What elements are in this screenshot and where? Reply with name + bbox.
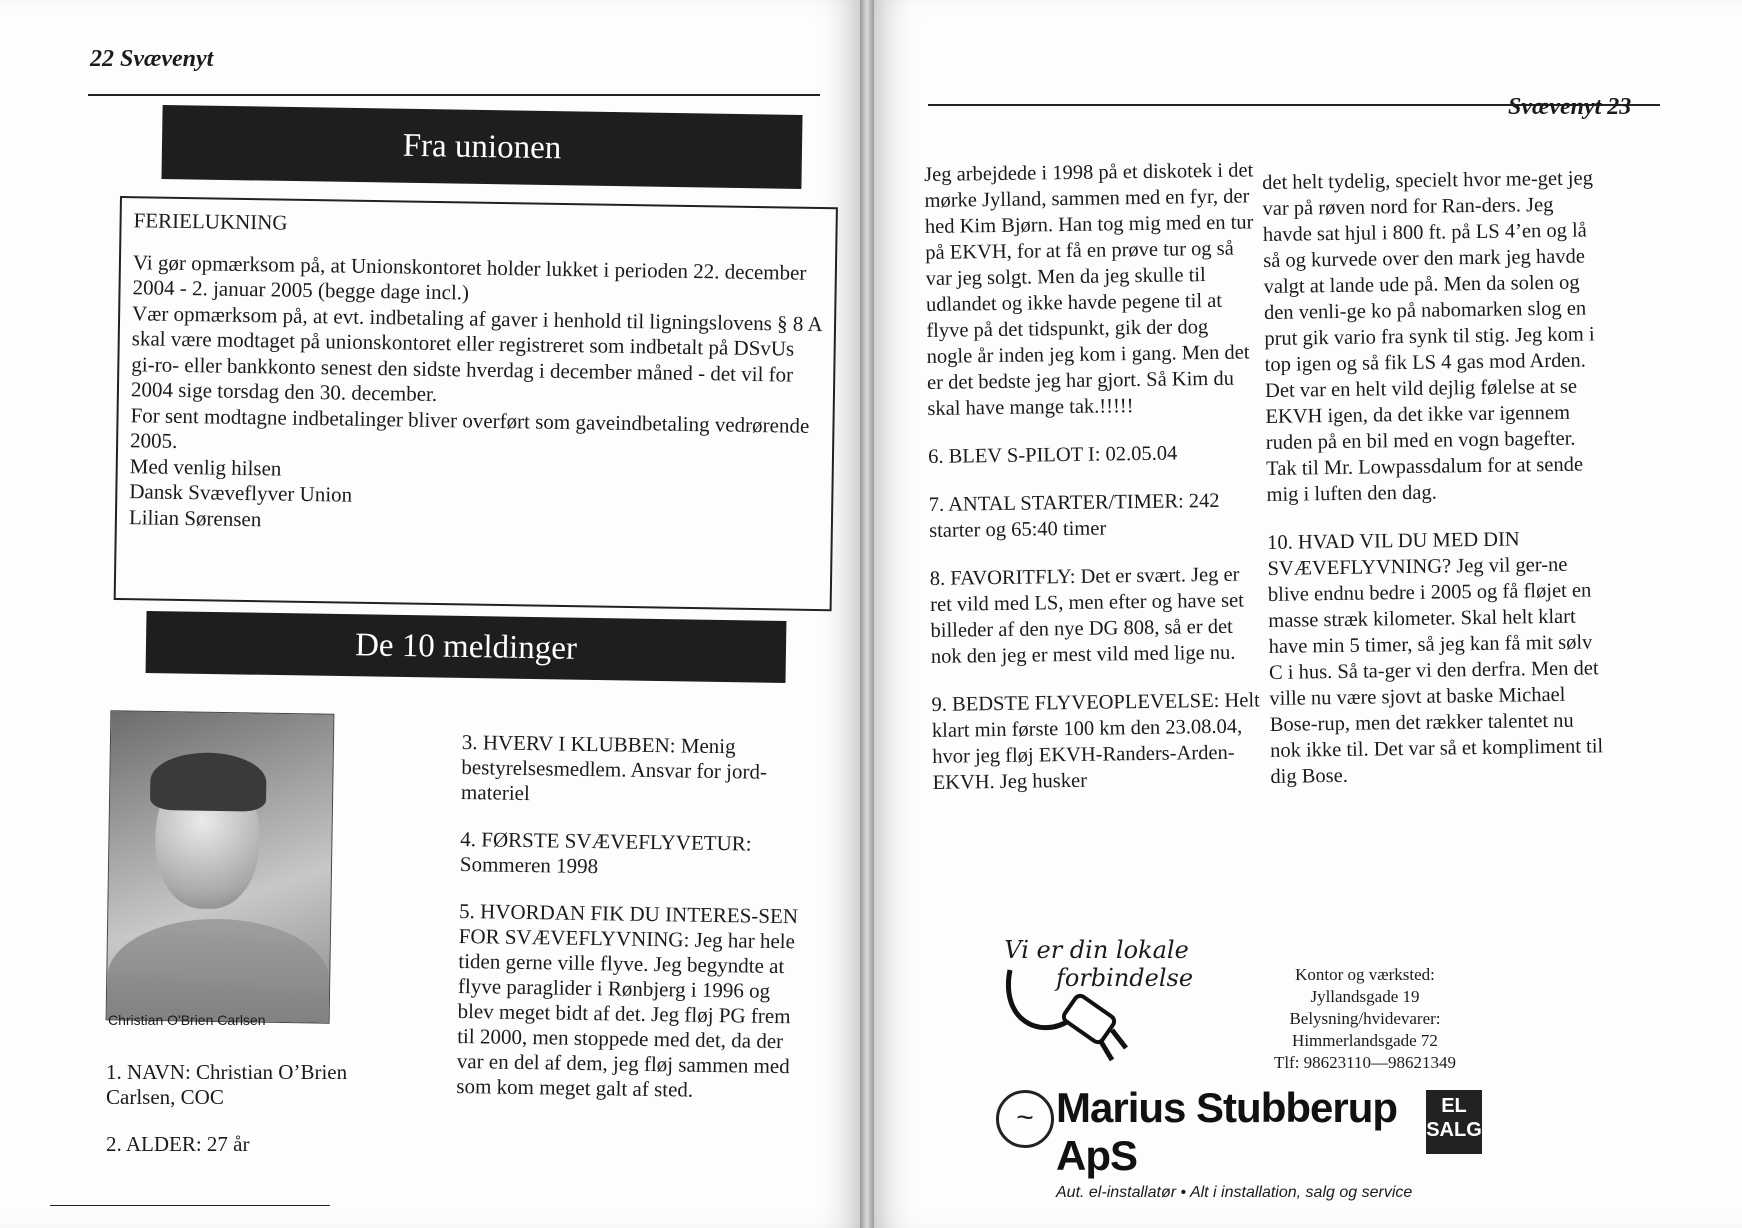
notice-box [114,196,838,611]
ad-slogan-line1: Vi er din lokale [1004,936,1189,964]
ad-slogan-line2: forbindelse [1056,964,1194,992]
item-name: 1. NAVN: Christian O’Brien Carlsen, COC [106,1060,348,1109]
header-rule-left [88,94,820,96]
book-gutter [860,0,874,1228]
photo-shoulders [106,917,330,1023]
section-bar-meldinger [146,611,787,683]
notice-line: Dansk Svæveflyver Union [129,479,353,507]
right-column-1 [924,157,1263,818]
item-6: 6. BLEV S-PILOT I: 02.05.04 [927,442,1178,468]
page-header-left: 22 Svævenyt [90,46,214,72]
notice-title: FERIELUKNING [133,208,288,235]
item-8: 8. FAVORITFLY: Det er svært. Jeg er ret vild med LS, men efter og have set billeder af den nye DG 808, så er det nok den jeg er mest vild med lige nu. [929,563,1244,668]
item-4: 4. FØRSTE SVÆVEFLYVETUR: Sommeren 1998 [459,826,752,879]
contact-line: Tlf: 98623110—98621349 [1273,1053,1457,1072]
contact-line: Himmerlandsgade 72 [1292,1031,1438,1050]
photo-caption: Christian O'Brien Carlsen [108,1012,266,1028]
footer-rule-left [50,1205,330,1206]
ad-contact [1240,964,1490,1074]
badge-line1: EL [1441,1095,1467,1117]
contact-line: Jyllandsgade 19 [1310,987,1420,1006]
section-title: De 10 meldinger [354,627,578,667]
left-page [0,0,860,1228]
contact-line: Kontor og værksted: [1295,965,1435,984]
notice-line: Med venlig hilsen [129,453,282,481]
section-title: Fra unionen [402,127,562,167]
item-9: 9. BEDSTE FLYVEOPLEVELSE: Helt klart min første 100 km den 23.08.04, hvor jeg fløj EKVH-Randers-Arden-EKVH. Jeg husker [931,689,1260,794]
plug-icon [1000,960,1140,1070]
wave-logo-icon: ~ [996,1090,1054,1148]
notice-line: For sent modtagne indbetalinger bliver overført som gaveindbetaling vedrørende 2005. [129,402,810,453]
item-10: 10. HVAD VIL DU MED DIN SVÆVEFLYVNING? Jeg vil ger-ne blive endnu bedre i 2005 og få fløjet en masse stræk kilometer. Skal helt klart have min 5 timer, så jeg kan få mit sølv C i hus. Så ta-ger vi den derfra. Men det ville nu være sjovt at baske Michael Bose-rup, men det rækker talentet nu nok ikke til. Det var så et kompliment til dig Bose. [1267,528,1604,788]
el-salg-badge [1426,1090,1482,1154]
right-column-2 [1262,165,1605,812]
story-paragraph-cont: det helt tydelig, specielt hvor me-get jeg var på røven nord for Ran-ders. Jeg havde sat hjul i 800 ft. på LS 4’en og lå så og kurvede over den mark jeg havde valgt at lande ude på. Men da solen og den venli-ge ko på nabomarken slog en prut gik vario fra synk til stig. Jeg kom i top igen og så fik LS 4 gas mod Arden. Det var en helt vild dejlig følelse at se EKVH igen, da det ikke var igennem ruden på en bil med en vogn bagefter. Tak til Mr. Lowpassdalum for at sende mig i luften den dag. [1262,167,1595,506]
story-paragraph: Jeg arbejdede i 1998 på et diskotek i det mørke Jylland, sammen med en fyr, der hed Kim Bjørn. Han tog mig med en tur på EKVH, for at få en prøve tur og så var jeg solgt. Men da jeg skulle til udlandet og ikke havde pegene til at flyve på det tidspunkt, gik der dog nogle år inden jeg kom i gang. Men det er det bedste jeg har gjort. Så Kim du skal have mange tak.!!!!! [924,159,1254,420]
notice-line: Vær opmærksom på, at evt. indbetaling af gaver i henhold til ligningslovens § 8 A skal være modtaget på unionskontoret eller registreret som indbetalt på DSvUs gi-ro- eller bankkonto senest den sidste hverdag i december måned - det vil for 2004 sige torsdag den 30. december. [130,300,822,407]
company-name: Marius Stubberup ApS [1056,1084,1398,1179]
badge-line2: SALG [1426,1119,1482,1141]
photo-hair [150,752,267,812]
section-bar-fra-unionen [161,105,802,189]
company-tagline: Aut. el-installatør • Alt i installation, salg og service [1056,1184,1413,1201]
item-5: 5. HVORDAN FIK DU INTERES-SEN FOR SVÆVEFLYVNING: Jeg har hele tiden gerne ville flyve. Jeg begyndte at flyve paraglider i Rønbjerg i 1996 og blev meget bidt af det. Jeg fløj PG frem til 2000, men stoppede med det, da der var en del af dem, jeg fløj sammen med som kom meget galt af sted. [456,898,799,1102]
item-3: 3. HVERV I KLUBBEN: Menig bestyrelsesmedlem. Ansvar for jord-materiel [460,730,768,806]
notice-line: Lilian Sørensen [128,504,262,531]
page-header-right: Svævenyt 23 [1508,94,1632,120]
contact-line: Belysning/hvidevarer: [1289,1009,1441,1028]
middle-column-items [456,730,802,1126]
notice-line: Vi gør opmærksom på, at Unionskontoret holder lukket i perioden 22. december 2004 - 2. januar 2005 (begge dage incl.) [132,249,807,305]
left-column-items [106,1060,406,1179]
item-age: 2. ALDER: 27 år [106,1132,250,1156]
ad-company-block [1056,1084,1456,1202]
item-7: 7. ANTAL STARTER/TIMER: 242 starter og 65:40 timer [928,489,1220,542]
portrait-photo [106,710,335,1023]
